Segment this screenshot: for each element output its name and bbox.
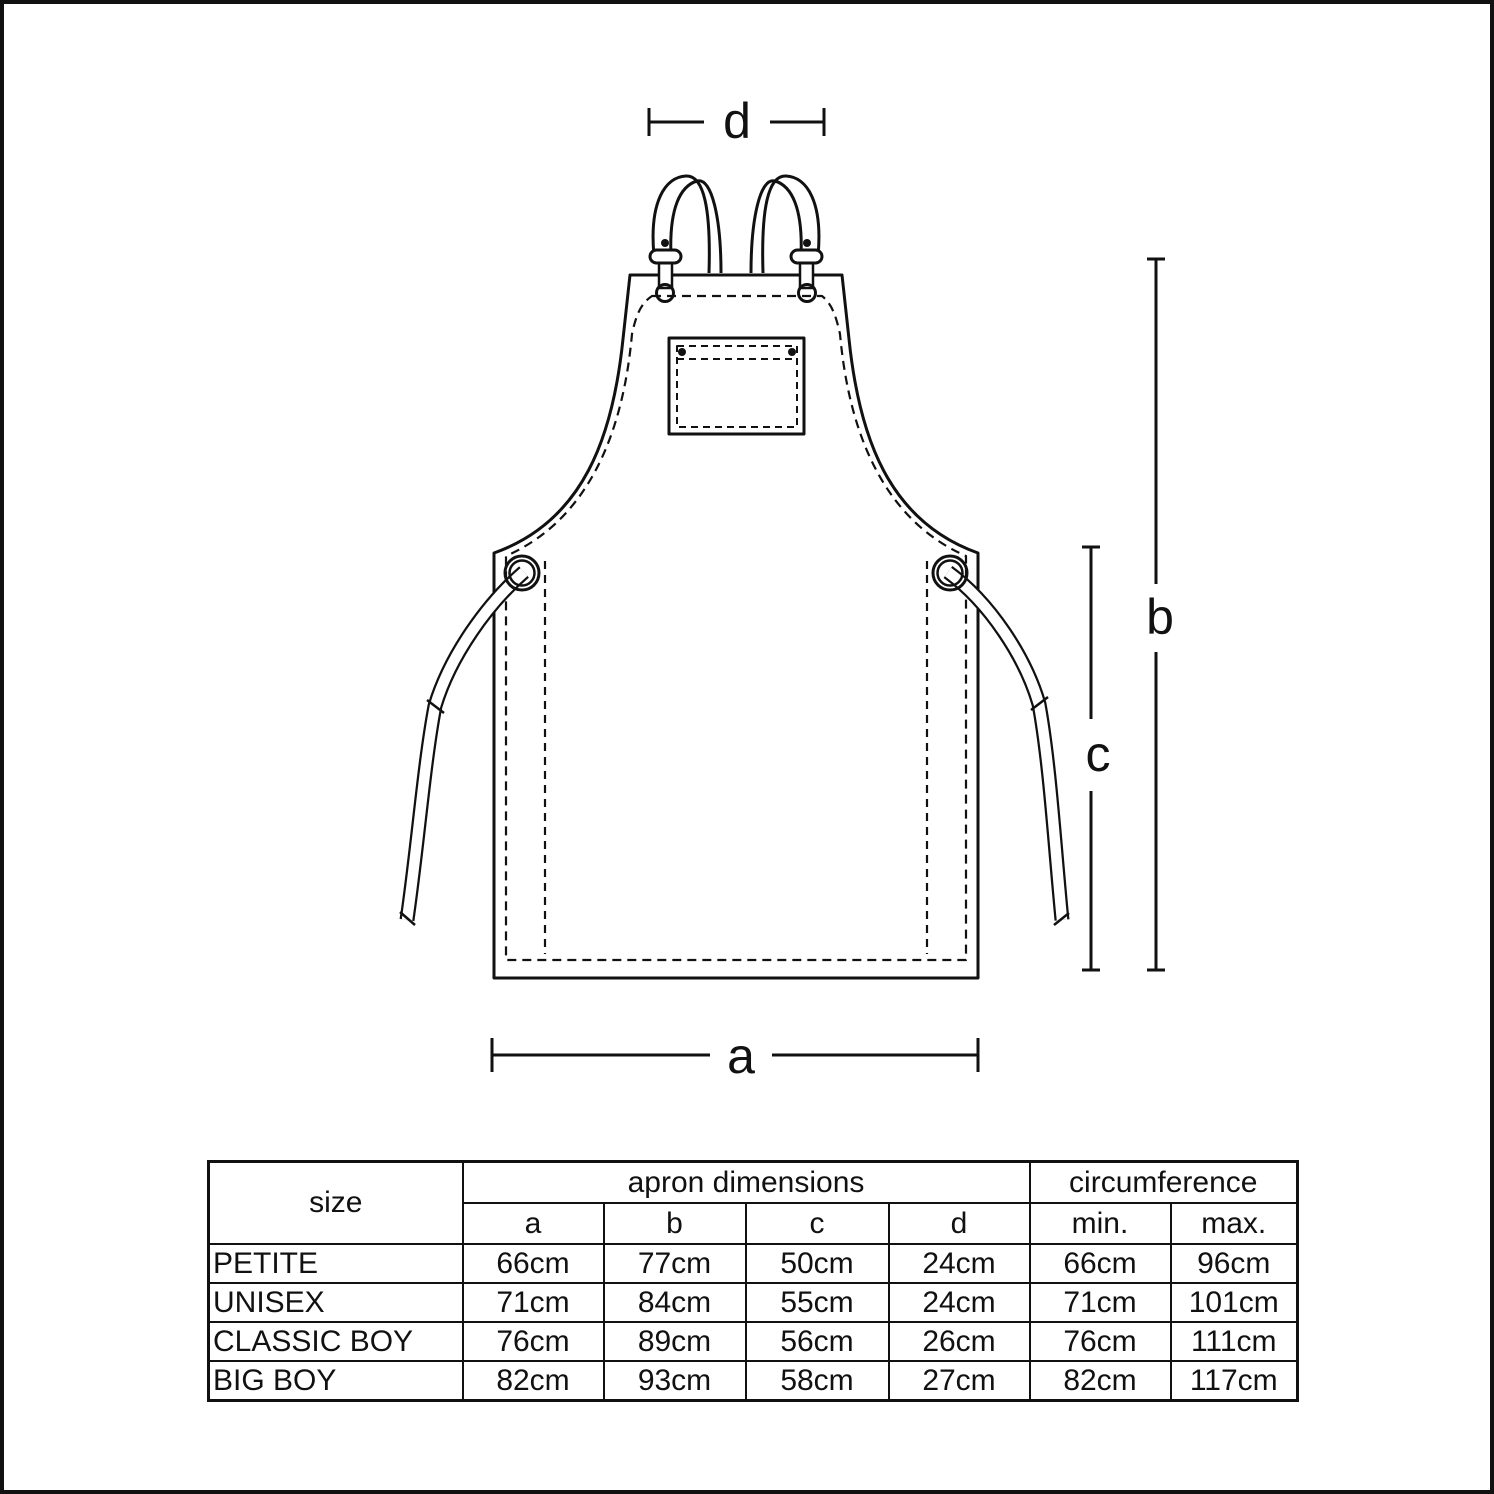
value-cell-b: 77cm [604, 1244, 746, 1283]
value-cell-a: 71cm [463, 1283, 604, 1322]
value-cell-max: 111cm [1171, 1322, 1298, 1361]
left-strap-rivet [661, 239, 669, 247]
right-keeper-bar [791, 250, 822, 263]
left-keeper-bar [650, 250, 681, 263]
table-group-header-circumference: circumference [1030, 1162, 1298, 1204]
value-cell-max: 96cm [1171, 1244, 1298, 1283]
table-row-unisex [209, 1283, 1298, 1322]
table-subheader-min: min. [1030, 1203, 1171, 1244]
size-name-cell: CLASSIC BOY [209, 1322, 463, 1361]
dim-label-b: b [1146, 589, 1174, 645]
table-subheader-a: a [463, 1203, 604, 1244]
pocket-rivet-right [788, 348, 796, 356]
table-subheader-max: max. [1171, 1203, 1298, 1244]
table-subheader-c: c [746, 1203, 889, 1244]
value-cell-c: 50cm [746, 1244, 889, 1283]
value-cell-min: 71cm [1030, 1283, 1171, 1322]
value-cell-b: 89cm [604, 1322, 746, 1361]
size-name-cell: UNISEX [209, 1283, 463, 1322]
size-name-cell: PETITE [209, 1244, 463, 1283]
value-cell-max: 101cm [1171, 1283, 1298, 1322]
table-group-header-apron-dimensions: apron dimensions [463, 1162, 1030, 1204]
table-subheader-b: b [604, 1203, 746, 1244]
value-cell-max: 117cm [1171, 1361, 1298, 1401]
chest-pocket [669, 338, 804, 434]
value-cell-a: 82cm [463, 1361, 604, 1401]
value-cell-min: 82cm [1030, 1361, 1171, 1401]
table-row-big-boy [209, 1361, 1298, 1401]
size-name-cell: BIG BOY [209, 1361, 463, 1401]
value-cell-a: 66cm [463, 1244, 604, 1283]
table-corner-size-header: size [209, 1162, 463, 1245]
value-cell-min: 66cm [1030, 1244, 1171, 1283]
right-strap-rivet [803, 239, 811, 247]
dim-label-d: d [723, 93, 751, 149]
value-cell-c: 58cm [746, 1361, 889, 1401]
value-cell-c: 55cm [746, 1283, 889, 1322]
dim-label-c: c [1085, 726, 1111, 782]
dim-label-a: a [727, 1028, 755, 1084]
pocket-rivet-left [678, 348, 686, 356]
value-cell-min: 76cm [1030, 1322, 1171, 1361]
table-row-classic-boy [209, 1322, 1298, 1361]
value-cell-b: 93cm [604, 1361, 746, 1401]
size-chart-table [207, 1160, 1299, 1402]
value-cell-d: 27cm [889, 1361, 1030, 1401]
value-cell-d: 24cm [889, 1244, 1030, 1283]
value-cell-c: 56cm [746, 1322, 889, 1361]
table-subheader-d: d [889, 1203, 1030, 1244]
value-cell-b: 84cm [604, 1283, 746, 1322]
table-row-petite [209, 1244, 1298, 1283]
value-cell-a: 76cm [463, 1322, 604, 1361]
value-cell-d: 24cm [889, 1283, 1030, 1322]
value-cell-d: 26cm [889, 1322, 1030, 1361]
